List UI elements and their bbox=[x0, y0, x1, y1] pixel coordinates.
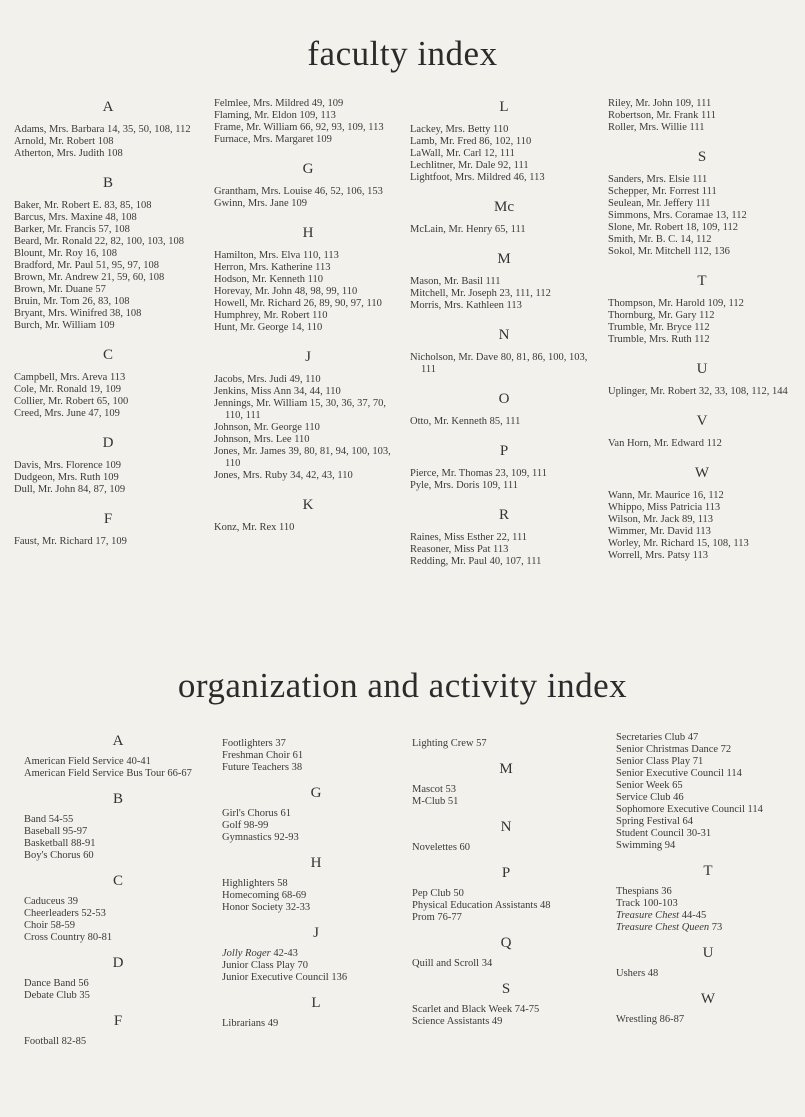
index-entry: Pyle, Mrs. Doris 109, 111 bbox=[410, 480, 519, 491]
section-letter: F bbox=[103, 511, 113, 527]
section-letter: O bbox=[498, 391, 510, 407]
index-entry: Dull, Mr. John 84, 87, 109 bbox=[14, 484, 126, 495]
index-entry: Faust, Mr. Richard 17, 109 bbox=[14, 536, 127, 547]
section-letter: G bbox=[310, 785, 322, 801]
index-entry: Freshman Choir 61 bbox=[222, 750, 304, 761]
index-entry: Van Horn, Mr. Edward 112 bbox=[608, 438, 722, 449]
faculty-section-b bbox=[14, 174, 202, 332]
faculty-section-a bbox=[14, 98, 202, 160]
index-entry: Mitchell, Mr. Joseph 23, 111, 112 bbox=[410, 288, 551, 299]
index-entry: Herron, Mrs. Katherine 113 bbox=[214, 262, 331, 273]
index-entry: Senior Week 65 bbox=[616, 780, 683, 791]
index-entry: Ushers 48 bbox=[616, 968, 659, 979]
index-entry: Scarlet and Black Week 74-75 bbox=[412, 1004, 540, 1015]
index-entry: Grantham, Mrs. Louise 46, 52, 106, 153 bbox=[214, 186, 383, 197]
index-entry: Worrell, Mrs. Patsy 113 bbox=[608, 550, 708, 561]
organization-section-l bbox=[222, 994, 410, 1030]
index-entry: Gymnastics 92-93 bbox=[222, 832, 299, 843]
organization-column-4 bbox=[616, 732, 800, 1026]
faculty-section-g bbox=[214, 160, 402, 210]
index-entry: Dudgeon, Mrs. Ruth 109 bbox=[14, 472, 119, 483]
section-letter: M bbox=[497, 251, 511, 267]
index-entry: Hodson, Mr. Kenneth 110 bbox=[214, 274, 323, 285]
index-entry: Caduceus 39 bbox=[24, 896, 78, 907]
section-letter: B bbox=[112, 791, 123, 807]
index-entry: Homecoming 68-69 bbox=[222, 890, 307, 901]
faculty-index-title: faculty index bbox=[307, 34, 498, 73]
index-entry: Worley, Mr. Richard 15, 108, 113 bbox=[608, 538, 749, 549]
index-entry: Senior Executive Council 114 bbox=[616, 768, 742, 779]
faculty-section-t bbox=[608, 272, 796, 346]
organization-column-1 bbox=[24, 732, 212, 1048]
section-letter: M bbox=[499, 761, 513, 777]
section-letter: D bbox=[102, 435, 114, 451]
index-entry: Prom 76-77 bbox=[412, 912, 462, 923]
index-entry: Frame, Mr. William 66, 92, 93, 109, 113 bbox=[214, 122, 384, 133]
index-entry: Secretaries Club 47 bbox=[616, 732, 699, 743]
faculty-section-n bbox=[410, 326, 598, 376]
index-entry: Senior Class Play 71 bbox=[616, 756, 704, 767]
index-entry: LaWall, Mr. Carl 12, 111 bbox=[410, 148, 515, 159]
index-entry: Jones, Mr. James 39, 80, 81, 94, 100, 103, 110 bbox=[214, 446, 391, 469]
faculty-section-s bbox=[608, 148, 796, 258]
index-entry: Junior Executive Council 136 bbox=[222, 972, 348, 983]
section-letter: F bbox=[113, 1013, 123, 1029]
faculty-column-1 bbox=[14, 98, 202, 548]
section-letter: P bbox=[501, 865, 511, 881]
index-entry: Arnold, Mr. Robert 108 bbox=[14, 136, 114, 147]
faculty-section-h bbox=[214, 224, 402, 334]
faculty-section-f bbox=[14, 510, 202, 548]
index-entry: McLain, Mr. Henry 65, 111 bbox=[410, 224, 526, 235]
organization-section-g bbox=[222, 784, 410, 844]
index-entry: Pep Club 50 bbox=[412, 888, 464, 899]
index-entry: Science Assistants 49 bbox=[412, 1016, 503, 1027]
index-entry: Jennings, Mr. William 15, 30, 36, 37, 70, 110, 111 bbox=[214, 398, 387, 421]
section-letter: A bbox=[112, 733, 124, 749]
index-entry: Basketball 88-91 bbox=[24, 838, 96, 849]
faculty-column-3 bbox=[410, 98, 598, 568]
faculty-section-f-continued bbox=[214, 98, 402, 146]
index-entry: Swimming 94 bbox=[616, 840, 676, 851]
faculty-section-o bbox=[410, 390, 598, 428]
index-entry: Johnson, Mr. George 110 bbox=[214, 422, 320, 433]
index-entry: Treasure Chest 44-45 bbox=[616, 910, 707, 921]
section-letter: C bbox=[112, 873, 123, 889]
index-entry: Future Teachers 38 bbox=[222, 762, 303, 773]
index-entry: Reasoner, Miss Pat 113 bbox=[410, 544, 509, 555]
faculty-section-w bbox=[608, 464, 796, 562]
organization-column-2 bbox=[222, 738, 410, 1030]
organization-column-3 bbox=[412, 738, 600, 1028]
faculty-section-v bbox=[608, 412, 796, 450]
faculty-section-k bbox=[214, 496, 402, 534]
index-entry: Footlighters 37 bbox=[222, 738, 286, 749]
index-entry: Hunt, Mr. George 14, 110 bbox=[214, 322, 323, 333]
index-entry: Junior Class Play 70 bbox=[222, 960, 309, 971]
index-entry: Barker, Mr. Francis 57, 108 bbox=[14, 224, 130, 235]
index-entry: Campbell, Mrs. Areva 113 bbox=[14, 372, 126, 383]
index-entry: Trumble, Mrs. Ruth 112 bbox=[608, 334, 710, 345]
organization-section-w bbox=[616, 990, 800, 1026]
organization-section-f-continued bbox=[222, 738, 410, 774]
index-entry: Football 82-85 bbox=[24, 1036, 87, 1047]
index-entry: Sanders, Mrs. Elsie 111 bbox=[608, 174, 708, 185]
organization-section-a bbox=[24, 732, 212, 780]
index-entry: Mascot 53 bbox=[412, 784, 457, 795]
index-entry: Baker, Mr. Robert E. 83, 85, 108 bbox=[14, 200, 152, 211]
index-entry: Robertson, Mr. Frank 111 bbox=[608, 110, 717, 121]
index-entry: Lighting Crew 57 bbox=[412, 738, 487, 749]
section-letter: D bbox=[112, 955, 124, 971]
section-letter: V bbox=[696, 413, 708, 429]
index-entry: Jacobs, Mrs. Judi 49, 110 bbox=[214, 374, 321, 385]
index-entry: Raines, Miss Esther 22, 111 bbox=[410, 532, 528, 543]
index-entry: Smith, Mr. B. C. 14, 112 bbox=[608, 234, 712, 245]
index-entry: Felmlee, Mrs. Mildred 49, 109 bbox=[214, 98, 344, 109]
faculty-section-r-continued bbox=[608, 98, 796, 134]
index-entry: Flaming, Mr. Eldon 109, 113 bbox=[214, 110, 336, 121]
faculty-section-c bbox=[14, 346, 202, 420]
index-entry: Girl's Chorus 61 bbox=[222, 808, 291, 819]
organization-section-c bbox=[24, 872, 212, 944]
index-entry: Physical Education Assistants 48 bbox=[412, 900, 551, 911]
organization-section-p bbox=[412, 864, 600, 924]
index-entry: Brown, Mr. Duane 57 bbox=[14, 284, 106, 295]
section-letter: B bbox=[102, 175, 113, 191]
index-entry: Johnson, Mrs. Lee 110 bbox=[214, 434, 310, 445]
section-letter: W bbox=[694, 465, 710, 481]
index-entry: Dance Band 56 bbox=[24, 978, 89, 989]
organization-section-j bbox=[222, 924, 410, 984]
index-entry: Beard, Mr. Ronald 22, 82, 100, 103, 108 bbox=[14, 236, 185, 247]
index-entry: Track 100-103 bbox=[616, 898, 678, 909]
index-entry: Student Council 30-31 bbox=[616, 828, 712, 839]
index-entry: Senior Christmas Dance 72 bbox=[616, 744, 732, 755]
index-entry: Trumble, Mr. Bryce 112 bbox=[608, 322, 710, 333]
index-entry: American Field Service Bus Tour 66-67 bbox=[24, 768, 192, 779]
index-entry: Otto, Mr. Kenneth 85, 111 bbox=[410, 416, 521, 427]
index-entry: Mason, Mr. Basil 111 bbox=[410, 276, 501, 287]
index-entry: M-Club 51 bbox=[412, 796, 459, 807]
index-entry: Quill and Scroll 34 bbox=[412, 958, 493, 969]
section-letter: W bbox=[700, 991, 716, 1007]
organization-index-title: organization and activity index bbox=[177, 666, 628, 705]
section-letter: J bbox=[313, 925, 319, 941]
section-letter: J bbox=[305, 349, 311, 365]
index-entry: Sokol, Mr. Mitchell 112, 136 bbox=[608, 246, 730, 257]
faculty-column-2 bbox=[214, 98, 402, 534]
index-entry: Band 54-55 bbox=[24, 814, 74, 825]
index-entry: Bryant, Mrs. Winifred 38, 108 bbox=[14, 308, 142, 319]
section-letter: H bbox=[302, 225, 314, 241]
section-letter: Q bbox=[500, 935, 512, 951]
index-entry: Golf 98-99 bbox=[222, 820, 269, 831]
index-entry: Jones, Mrs. Ruby 34, 42, 43, 110 bbox=[214, 470, 353, 481]
section-letter: N bbox=[498, 327, 510, 343]
index-entry: Cole, Mr. Ronald 19, 109 bbox=[14, 384, 122, 395]
index-entry: Schepper, Mr. Forrest 111 bbox=[608, 186, 717, 197]
index-entry: American Field Service 40-41 bbox=[24, 756, 151, 767]
index-entry: Lackey, Mrs. Betty 110 bbox=[410, 124, 509, 135]
index-entry: Furnace, Mrs. Margaret 109 bbox=[214, 134, 332, 145]
index-entry: Treasure Chest Queen 73 bbox=[616, 922, 723, 933]
organization-section-d bbox=[24, 954, 212, 1002]
index-entry: Seulean, Mr. Jeffery 111 bbox=[608, 198, 711, 209]
section-letter: A bbox=[102, 99, 114, 115]
organization-section-f bbox=[24, 1012, 212, 1048]
index-entry: Cross Country 80-81 bbox=[24, 932, 113, 943]
index-entry: Highlighters 58 bbox=[222, 878, 288, 889]
section-letter: Mc bbox=[494, 199, 514, 215]
index-entry: Humphrey, Mr. Robert 110 bbox=[214, 310, 328, 321]
index-entry: Librarians 49 bbox=[222, 1018, 279, 1029]
faculty-section-r bbox=[410, 506, 598, 568]
index-entry: Whippo, Miss Patricia 113 bbox=[608, 502, 721, 513]
index-entry: Wimmer, Mr. David 113 bbox=[608, 526, 711, 537]
index-entry: Bruin, Mr. Tom 26, 83, 108 bbox=[14, 296, 130, 307]
index-entry: Cheerleaders 52-53 bbox=[24, 908, 106, 919]
organization-section-l-continued bbox=[412, 738, 600, 750]
index-entry: Thornburg, Mr. Gary 112 bbox=[608, 310, 715, 321]
section-letter: N bbox=[500, 819, 512, 835]
faculty-section-p bbox=[410, 442, 598, 492]
index-entry: Service Club 46 bbox=[616, 792, 684, 803]
section-letter: R bbox=[498, 507, 509, 523]
faculty-section-m bbox=[410, 250, 598, 312]
section-letter: H bbox=[310, 855, 322, 871]
index-entry: Morris, Mrs. Kathleen 113 bbox=[410, 300, 522, 311]
index-entry: Uplinger, Mr. Robert 32, 33, 108, 112, 144 bbox=[608, 386, 788, 397]
index-entry: Gwinn, Mrs. Jane 109 bbox=[214, 198, 308, 209]
index-entry: Horevay, Mr. John 48, 98, 99, 110 bbox=[214, 286, 358, 297]
organization-section-u bbox=[616, 944, 800, 980]
organization-section-t bbox=[616, 862, 800, 934]
index-entry: Slone, Mr. Robert 18, 109, 112 bbox=[608, 222, 738, 233]
index-entry: Davis, Mrs. Florence 109 bbox=[14, 460, 122, 471]
index-entry: Howell, Mr. Richard 26, 89, 90, 97, 110 bbox=[214, 298, 382, 309]
index-entry: Wilson, Mr. Jack 89, 113 bbox=[608, 514, 714, 525]
index-entry: Simmons, Mrs. Coramae 13, 112 bbox=[608, 210, 747, 221]
index-entry: Sophomore Executive Council 114 bbox=[616, 804, 763, 815]
index-entry: Boy's Chorus 60 bbox=[24, 850, 94, 861]
section-letter: G bbox=[302, 161, 314, 177]
organization-section-b bbox=[24, 790, 212, 862]
index-entry: Lamb, Mr. Fred 86, 102, 110 bbox=[410, 136, 532, 147]
section-letter: S bbox=[501, 981, 511, 997]
index-entry: Lightfoot, Mrs. Mildred 46, 113 bbox=[410, 172, 545, 183]
index-entry: Hamilton, Mrs. Elva 110, 113 bbox=[214, 250, 339, 261]
faculty-section-mc bbox=[410, 198, 598, 236]
organization-section-h bbox=[222, 854, 410, 914]
organization-section-m bbox=[412, 760, 600, 808]
index-entry: Riley, Mr. John 109, 111 bbox=[608, 98, 712, 109]
index-entry: Konz, Mr. Rex 110 bbox=[214, 522, 295, 533]
index-entry: Collier, Mr. Robert 65, 100 bbox=[14, 396, 129, 407]
index-entry: Redding, Mr. Paul 40, 107, 111 bbox=[410, 556, 542, 567]
index-entry: Atherton, Mrs. Judith 108 bbox=[14, 148, 123, 159]
section-letter: T bbox=[703, 863, 713, 879]
index-entry: Baseball 95-97 bbox=[24, 826, 88, 837]
index-entry: Jolly Roger 42-43 bbox=[222, 948, 298, 959]
section-letter: L bbox=[499, 99, 509, 115]
faculty-section-u bbox=[608, 360, 796, 398]
faculty-column-4 bbox=[608, 98, 796, 562]
index-entry: Novelettes 60 bbox=[412, 842, 471, 853]
faculty-section-l bbox=[410, 98, 598, 184]
section-letter: C bbox=[102, 347, 113, 363]
index-entry: Bradford, Mr. Paul 51, 95, 97, 108 bbox=[14, 260, 159, 271]
index-entry: Honor Society 32-33 bbox=[222, 902, 311, 913]
section-letter: L bbox=[311, 995, 321, 1011]
section-letter: T bbox=[697, 273, 707, 289]
index-entry: Blount, Mr. Roy 16, 108 bbox=[14, 248, 117, 259]
index-entry: Spring Festival 64 bbox=[616, 816, 694, 827]
index-entry: Thompson, Mr. Harold 109, 112 bbox=[608, 298, 744, 309]
section-letter: S bbox=[697, 149, 707, 165]
section-letter: U bbox=[696, 361, 708, 377]
organization-section-q bbox=[412, 934, 600, 970]
index-entry: Thespians 36 bbox=[616, 886, 672, 897]
organization-section-n bbox=[412, 818, 600, 854]
index-entry: Adams, Mrs. Barbara 14, 35, 50, 108, 112 bbox=[14, 124, 191, 135]
section-letter: P bbox=[499, 443, 509, 459]
index-entry: Jenkins, Miss Ann 34, 44, 110 bbox=[214, 386, 341, 397]
faculty-section-d bbox=[14, 434, 202, 496]
index-entry: Roller, Mrs. Willie 111 bbox=[608, 122, 705, 133]
index-entry: Creed, Mrs. June 47, 109 bbox=[14, 408, 120, 419]
index-entry: Brown, Mr. Andrew 21, 59, 60, 108 bbox=[14, 272, 165, 283]
section-letter: U bbox=[702, 945, 714, 961]
index-entry: Nicholson, Mr. Dave 80, 81, 86, 100, 103, 111 bbox=[410, 352, 588, 375]
index-entry: Barcus, Mrs. Maxine 48, 108 bbox=[14, 212, 137, 223]
section-letter: K bbox=[302, 497, 314, 513]
index-entry: Wann, Mr. Maurice 16, 112 bbox=[608, 490, 724, 501]
index-entry: Debate Club 35 bbox=[24, 990, 90, 1001]
index-entry: Lechlitner, Mr. Dale 92, 111 bbox=[410, 160, 529, 171]
index-entry: Choir 58-59 bbox=[24, 920, 76, 931]
organization-section-s-continued bbox=[616, 732, 800, 852]
index-entry: Burch, Mr. William 109 bbox=[14, 320, 115, 331]
index-entry: Pierce, Mr. Thomas 23, 109, 111 bbox=[410, 468, 547, 479]
index-entry: Wrestling 86-87 bbox=[616, 1014, 685, 1025]
organization-section-s bbox=[412, 980, 600, 1028]
faculty-section-j bbox=[214, 348, 402, 482]
